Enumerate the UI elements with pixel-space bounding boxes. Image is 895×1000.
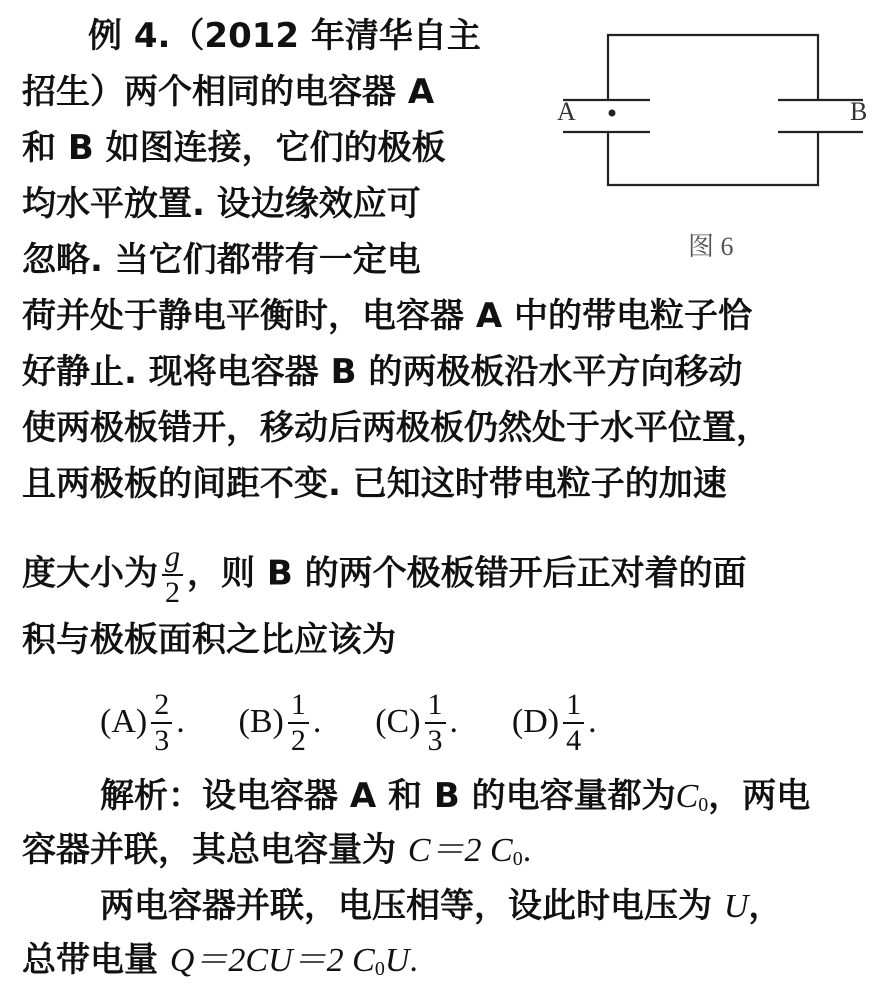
choice-c-den: 3 (427, 723, 443, 757)
problem-line-2: 招生）两个相同的电容器 A (22, 72, 435, 112)
solution-line-2-end: . (522, 832, 532, 869)
problem-line-7: 好静止. 现将电容器 B 的两极板沿水平方向移动 (22, 352, 743, 392)
problem-line-8: 使两极板错开，移动后两极板仍然处于水平位置， (22, 408, 770, 448)
solution-expr-total-capacitance: C＝2 C (407, 832, 513, 869)
problem-line-10 (22, 540, 747, 609)
choice-a-num: 2 (151, 688, 172, 724)
figure-label-a: A (557, 97, 576, 126)
solution-line-1-pre: 解析：设电容器 A 和 B 的电容量都为 (100, 776, 676, 816)
solution-expr-total-charge: Q＝2CU＝2 C (169, 942, 375, 979)
choice-d-num: 1 (563, 688, 584, 724)
solution-line-1 (100, 776, 810, 816)
problem-line-4: 均水平放置. 设边缘效应可 (22, 184, 421, 224)
fraction-denominator: 2 (165, 576, 180, 609)
circuit-bottom-wire (608, 132, 818, 185)
solution-var-c0: C (675, 778, 699, 815)
solution-line-3-end: ， (748, 886, 783, 926)
choice-d (512, 686, 597, 758)
problem-line-9: 且两极板的间距不变. 已知这时带电粒子的加速 (22, 464, 727, 504)
problem-line-5: 忽略. 当它们都带有一定电 (22, 240, 421, 280)
choice-d-label: (D) (511, 703, 560, 740)
solution-var-u: U (723, 888, 749, 925)
solution-line-4-end: . (409, 942, 418, 979)
solution-sub-0-4: 0 (374, 958, 385, 980)
choice-a-suffix: . (176, 703, 185, 740)
solution-sub-0-2: 0 (512, 848, 523, 870)
solution-line-1-post: ，两电 (708, 776, 811, 816)
choice-c-label: (C) (375, 703, 421, 740)
problem-line-3: 和 B 如图连接，它们的极板 (22, 128, 446, 168)
problem-line-10-pre: 度大小为 (22, 553, 158, 594)
problem-line-6: 荷并处于静电平衡时，电容器 A 中的带电粒子恰 (22, 296, 752, 336)
choice-b-den: 2 (290, 723, 306, 757)
choice-a-den: 3 (154, 723, 170, 757)
fraction-g-over-2 (162, 540, 183, 610)
choice-d-fraction (563, 688, 584, 758)
figure-label-b: B (850, 97, 868, 126)
choice-c-suffix: . (449, 703, 459, 740)
choice-b-suffix: . (312, 703, 322, 740)
solution-sub-0: 0 (698, 794, 709, 816)
choice-c-num: 1 (425, 688, 446, 724)
choice-a-label: (A) (100, 703, 148, 740)
choices-row (100, 686, 597, 756)
figure-caption: 图 6 (688, 232, 734, 261)
choice-b-label: (B) (238, 703, 284, 740)
solution-line-2-pre: 容器并联，其总电容量为 (22, 830, 408, 870)
choice-b-num: 1 (288, 688, 309, 724)
choice-c-fraction (425, 688, 446, 758)
solution-line-3 (100, 886, 782, 926)
solution-line-4-pre: 总带电量 (22, 940, 170, 980)
choice-c (375, 686, 458, 758)
solution-var-u-2: U (384, 942, 410, 979)
choice-d-den: 4 (566, 723, 582, 757)
problem-line-11: 积与极板面积之比应该为 (22, 620, 396, 660)
circuit-top-wire (608, 35, 818, 100)
fraction-numerator: g (162, 540, 183, 576)
capacitor-circuit-figure (545, 20, 875, 220)
choice-b-fraction (288, 688, 309, 758)
choice-d-suffix: . (588, 703, 597, 740)
problem-line-1: 例 4.（2012 年清华自主 (88, 16, 481, 56)
solution-line-3-pre: 两电容器并联，电压相等，设此时电压为 (100, 886, 724, 926)
choice-b (239, 686, 322, 758)
problem-line-10-post: ，则 B 的两个极板错开后正对着的面 (187, 553, 747, 594)
choice-a (100, 686, 185, 758)
choice-a-fraction (151, 688, 172, 758)
solution-line-2 (22, 830, 531, 870)
solution-line-4 (22, 940, 418, 980)
charged-particle (609, 110, 616, 117)
